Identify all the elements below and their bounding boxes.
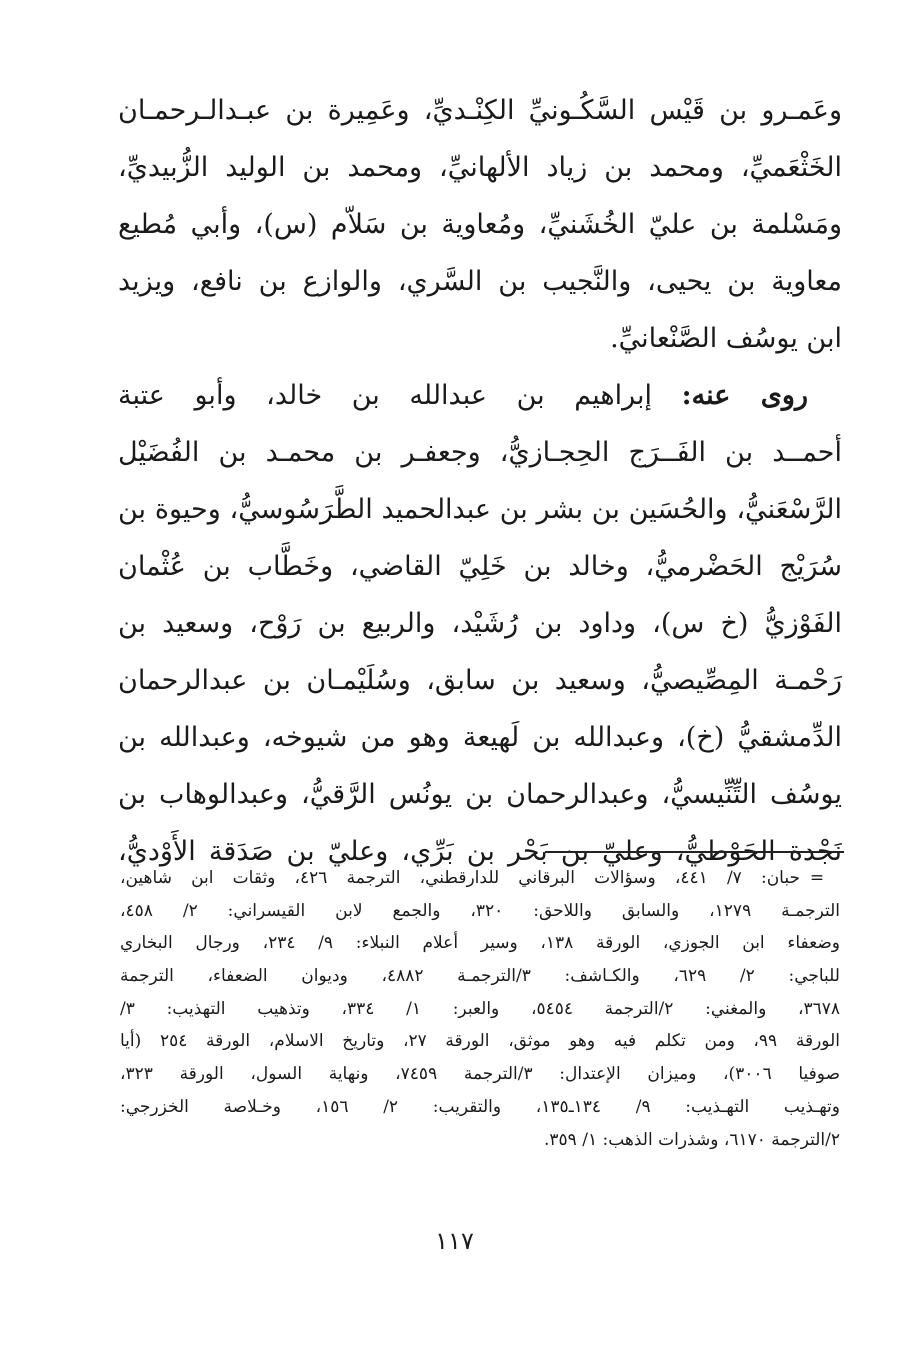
footnote-line: حبان: ٧/ ٤٤١، وسؤالات البرقاني للدارقطني، الترجمة ٤٢٦، وثقات ابن شاهين، [120, 868, 800, 888]
narrated-from-label: روى عنه: [681, 380, 808, 411]
footnote-line: الورقة ٩٩، ومن تكلم فيه وهو موثق، الورقة ٢٧، وتاريخ الاسلام، الورقة ٢٥٤ (أيا [120, 1031, 840, 1052]
footnote-continuation-marker: = [809, 868, 825, 888]
text-line: الرَّسْعَنيُّ، والحُسَين بن بشر بن عبدالحميد الطَّرَسُوسيُّ، وحيوة بن [118, 494, 842, 525]
footnote-line: ٣٦٧٨، والمغني: ٢/الترجمة ٥٤٥٤، والعبر: ١/ ٣٣٤، وتذهيب التهذيب: ٣/ [120, 998, 840, 1019]
text-line: وعَمـرو بن قَيْس السَّكُـونيِّ الكِنْـديِّ، وعَمِيرة بن عبـدالـرحمـان [118, 95, 842, 126]
footnote-line: وضعفاء ابن الجوزي، الورقة ١٣٨، وسير أعلام النبلاء: ٩/ ٢٣٤، ورجال البخاري [120, 933, 840, 954]
footnote-line: صوفيا ٣٠٠٦)، وميزان الإعتدال: ٣/الترجمة ٧٤٥٩، ونهاية السول، الورقة ٣٢٣، [120, 1064, 840, 1085]
text-line: معاوية بن يحيى، والنَّجيب بن السَّري، والوازع بن نافع، ويزيد [118, 266, 842, 297]
text-line: ومَسْلمة بن عليّ الخُشَنيِّ، ومُعاوية بن سَلاّم (س)، وأبي مُطيع [118, 209, 842, 240]
text-line: ابن يوسُف الصَّنْعانيِّ. [610, 323, 842, 354]
footnote-line: وتهـذيب التهـذيب: ٩/ ١٣٤ـ١٣٥، والتقريب: ٢/ ١٥٦، وخـلاصة الخزرجي: [120, 1096, 840, 1117]
footnote-block [120, 862, 840, 1156]
text-line: الدِّمشقيُّ (خ)، وعبدالله بن لَهيعة وهو من شيوخه، وعبدالله بن [118, 722, 842, 753]
footnote-line: الترجمـة ١٢٧٩، والسابق واللاحق: ٣٢٠، والجمع لابن القيسراني: ٢/ ٤٥٨، [120, 900, 840, 921]
main-text-block [118, 82, 842, 880]
narrated-from-line [118, 367, 842, 424]
text-line: سُرَيْج الحَضْرميُّ، وخالد بن خَلِيّ القاضي، وخَطَّاب بن عُثْمان [118, 551, 842, 582]
text-line-content: إبراهيم بن عبدالله بن خالد، وأبو عتبة [118, 380, 653, 411]
page-number: ١١٧ [435, 1227, 474, 1255]
text-line: الخَثْعَميِّ، ومحمد بن زياد الألهانيِّ، ومحمد بن الوليد الزُّبيديِّ، [118, 152, 842, 183]
text-line: رَحْمـة المِصِّيصيُّ، وسعيد بن سابق، وسُلَيْمـان بن عبدالرحمان [118, 665, 842, 696]
footnote-line: للباجي: ٢/ ٦٢٩، والكـاشف: ٣/الترجمـة ٤٨٨٢، وديوان الضعفاء، الترجمة [120, 966, 840, 987]
text-line: الفَوْزيُّ (خ س)، وداود بن رُشَيْد، والربيع بن رَوْح، وسعيد بن [118, 608, 842, 639]
footnote-separator [545, 851, 844, 853]
footnote-line: ٢/الترجمة ٦١٧٠، وشذرات الذهب: ١/ ٣٥٩. [544, 1129, 840, 1150]
text-line: أحمــد بن الفَــرَج الحِجـازيُّ، وجعفـر بن محمـد بن الفُضَيْل [118, 437, 842, 468]
text-line: يوسُف التِّنِّيسيُّ، وعبدالرحمان بن يونُس الرَّقيُّ، وعبدالوهاب بن [118, 779, 842, 810]
text-line: نَجْدة الحَوْطيُّ، وعليّ بن بَحْر بن بَرِّي، وعليّ بن صَدَقة الأَوْديُّ، [118, 836, 842, 867]
